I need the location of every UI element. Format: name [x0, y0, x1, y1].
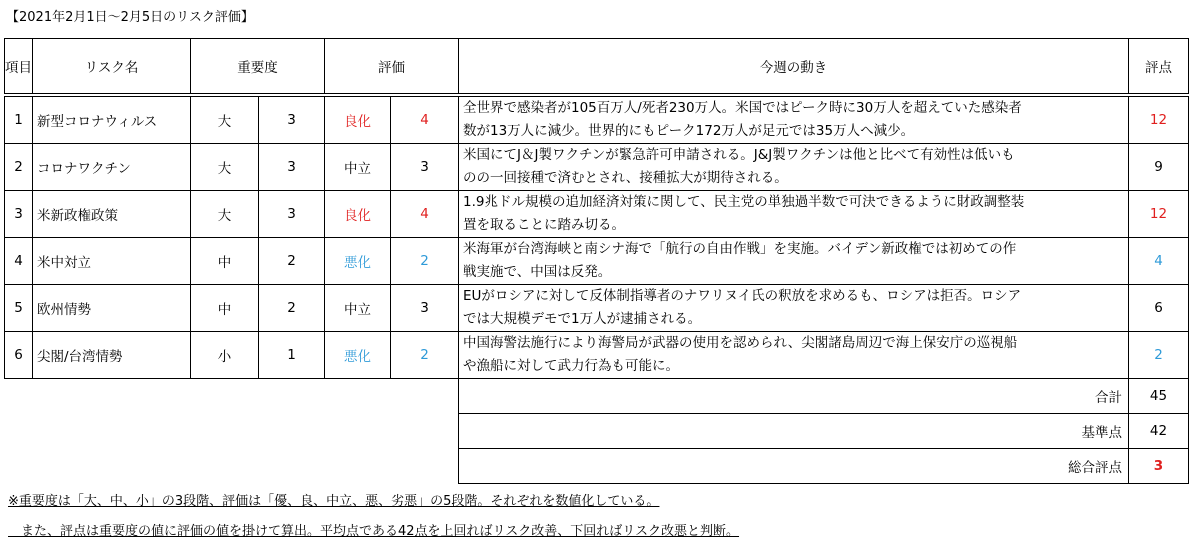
header-item: 項目 — [5, 39, 33, 94]
weekly-move-line: EUがロシアに対して反体制指導者のナワリヌイ氏の釈放を求めるも、ロシアは拒否。ロシア — [463, 288, 1022, 304]
importance-label: 大 — [191, 191, 259, 238]
score-value: 9 — [1129, 144, 1189, 191]
evaluation-label: 中立 — [325, 285, 391, 332]
weekly-move — [459, 97, 1129, 144]
item-number: 4 — [5, 238, 33, 285]
weekly-move-line: 置を取ることに踏み切る。 — [463, 217, 625, 233]
evaluation-label: 良化 — [325, 191, 391, 238]
risk-evaluation-table — [4, 38, 1189, 484]
weekly-move — [459, 144, 1129, 191]
table-row — [5, 144, 1189, 191]
base-value: 42 — [1129, 414, 1189, 449]
score-value: 12 — [1129, 97, 1189, 144]
score-value: 4 — [1129, 238, 1189, 285]
evaluation-label: 悪化 — [325, 332, 391, 379]
evaluation-value: 3 — [391, 144, 459, 191]
weekly-move-line: 中国海警法施行により海警局が武器の使用を認められ、尖閣諸島周辺で海上保安庁の巡視船 — [463, 335, 1018, 351]
importance-value: 3 — [259, 97, 325, 144]
weekly-move-line: や漁船に対して武力行為も可能に。 — [463, 358, 679, 374]
overall-row — [5, 449, 1189, 484]
item-number: 2 — [5, 144, 33, 191]
importance-value: 3 — [259, 191, 325, 238]
evaluation-label: 中立 — [325, 144, 391, 191]
weekly-move — [459, 191, 1129, 238]
total-label: 合計 — [459, 379, 1129, 414]
page-title: 【2021年2月1日〜2月5日のリスク評価】 — [6, 10, 254, 25]
total-row — [5, 379, 1189, 414]
risk-name: 米中対立 — [33, 238, 191, 285]
weekly-move-line: のの一回接種で済むとされ、接種拡大が期待される。 — [463, 170, 788, 186]
importance-label: 中 — [191, 238, 259, 285]
score-value: 12 — [1129, 191, 1189, 238]
table-row — [5, 97, 1189, 144]
evaluation-value: 3 — [391, 285, 459, 332]
weekly-move — [459, 285, 1129, 332]
total-value: 45 — [1129, 379, 1189, 414]
evaluation-label: 良化 — [325, 97, 391, 144]
risk-name: 新型コロナウィルス — [33, 97, 191, 144]
item-number: 5 — [5, 285, 33, 332]
importance-value: 2 — [259, 285, 325, 332]
weekly-move — [459, 238, 1129, 285]
overall-label: 総合評点 — [459, 449, 1129, 484]
table-row — [5, 238, 1189, 285]
importance-label: 小 — [191, 332, 259, 379]
weekly-move-line: 米海軍が台湾海峡と南シナ海で「航行の自由作戦」を実施。バイデン新政権では初めての作 — [463, 241, 1017, 257]
header-importance: 重要度 — [191, 39, 325, 94]
importance-label: 大 — [191, 97, 259, 144]
table-row — [5, 285, 1189, 332]
risk-name: 米新政権政策 — [33, 191, 191, 238]
weekly-move — [459, 332, 1129, 379]
weekly-move-line: 戦実施で、中国は反発。 — [463, 264, 612, 280]
risk-name: コロナワクチン — [33, 144, 191, 191]
evaluation-value: 4 — [391, 191, 459, 238]
weekly-move-line: 米国にてJ＆J製ワクチンが緊急許可申請される。J&J製ワクチンは他と比べて有効性は低いも — [463, 147, 1015, 163]
evaluation-value: 4 — [391, 97, 459, 144]
table-row — [5, 191, 1189, 238]
note-line-1: ※重要度は「大、中、小」の3段階、評価は「優、良、中立、悪、劣悪」の5段階。それぞれを数値化している。 — [8, 494, 660, 509]
header-evaluation: 評価 — [325, 39, 459, 94]
importance-label: 中 — [191, 285, 259, 332]
evaluation-value: 2 — [391, 332, 459, 379]
note-line-2: また、評点は重要度の値に評価の値を掛けて算出。平均点である42点を上回ればリスク改善、下回ればリスク改悪と判断。 — [8, 524, 740, 539]
score-value: 6 — [1129, 285, 1189, 332]
header-weekly-move: 今週の動き — [459, 39, 1129, 94]
evaluation-label: 悪化 — [325, 238, 391, 285]
weekly-move-line: では大規模デモで1万人が逮捕される。 — [463, 311, 702, 327]
risk-name: 欧州情勢 — [33, 285, 191, 332]
risk-name: 尖閣/台湾情勢 — [33, 332, 191, 379]
score-value: 2 — [1129, 332, 1189, 379]
item-number: 3 — [5, 191, 33, 238]
importance-label: 大 — [191, 144, 259, 191]
table-row — [5, 332, 1189, 379]
importance-value: 1 — [259, 332, 325, 379]
base-label: 基準点 — [459, 414, 1129, 449]
header-row — [5, 39, 1189, 94]
item-number: 1 — [5, 97, 33, 144]
weekly-move-line: 全世界で感染者が105百万人/死者230万人。米国ではピーク時に30万人を超えていた感染者 — [463, 100, 1022, 116]
base-row — [5, 414, 1189, 449]
header-score: 評点 — [1129, 39, 1189, 94]
weekly-move-line: 数が13万人に減少。世界的にもピーク172万人が足元では35万人へ減少。 — [463, 123, 915, 139]
overall-value: 3 — [1129, 449, 1189, 484]
evaluation-value: 2 — [391, 238, 459, 285]
header-risk-name: リスク名 — [33, 39, 191, 94]
weekly-move-line: 1.9兆ドル規模の追加経済対策に関して、民主党の単独過半数で可決できるように財政調整装 — [463, 194, 1025, 210]
importance-value: 2 — [259, 238, 325, 285]
item-number: 6 — [5, 332, 33, 379]
importance-value: 3 — [259, 144, 325, 191]
